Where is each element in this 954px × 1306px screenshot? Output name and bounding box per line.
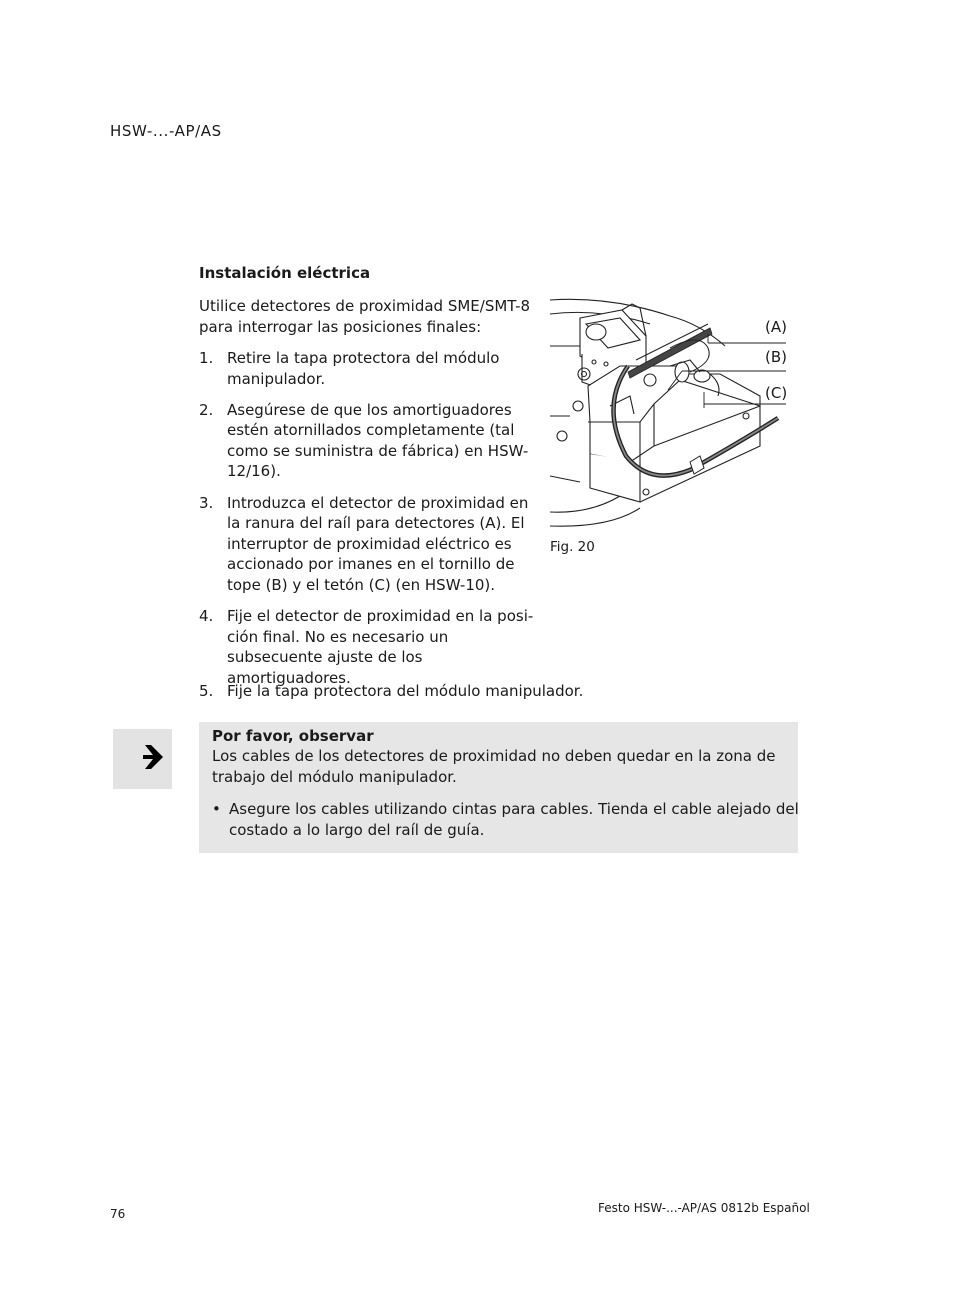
figure-label-a: (A) [765,318,787,336]
note-icon-box [113,729,172,789]
list-item: 1. Retire la tapa protectora del módulo manipulador. [199,349,500,388]
figure-label-c: (C) [765,384,788,402]
list-item: 5. Fije la tapa protectora del módulo manipulador. [199,682,584,700]
list-item: 4. Fije el detector de proximidad en la posi-ción final. No es necesario un subsecuente ajuste de los amortiguadores. [199,607,534,687]
figure-caption: Fig. 20 [550,539,595,555]
bullet-symbol: • [212,800,221,818]
section-title: Instalación eléctrica [199,264,371,282]
list-item: 2. Asegúrese de que los amortiguadores estén atornillados completamente (tal como se suministra de fábrica) en HSW-12/16). [199,400,529,481]
header-product-code: HSW-...-AP/AS [110,122,222,140]
figure-label-b: (B) [765,348,787,366]
steps-list [199,348,544,699]
note-text: Los cables de los detectores de proximidad no deben quedar en la zona de trabajo del módulo manipulador. [212,747,776,786]
fig-20-drawing [550,296,790,528]
intro-paragraph: Utilice detectores de proximidad SME/SMT-8 para interrogar las posiciones finales: [199,297,531,336]
footer-doc-info: Festo HSW-...-AP/AS 0812b Español [598,1201,810,1215]
list-item: 3. Introduzca el detector de proximidad en la ranura del raíl para detectores (A). El interruptor de proximidad eléctrico es accionado por imanes en el tornillo de tope (B) y el tetón (C) (en HSW-10). [199,493,529,594]
note-title: Por favor, observar [212,727,374,745]
arrow-right-icon [113,729,172,789]
note-bullet-item: • Asegure los cables utilizando cintas para cables. Tienda el cable alejado del costado a lo largo del raíl de guía. [212,800,799,839]
page-number: 76 [110,1207,126,1221]
